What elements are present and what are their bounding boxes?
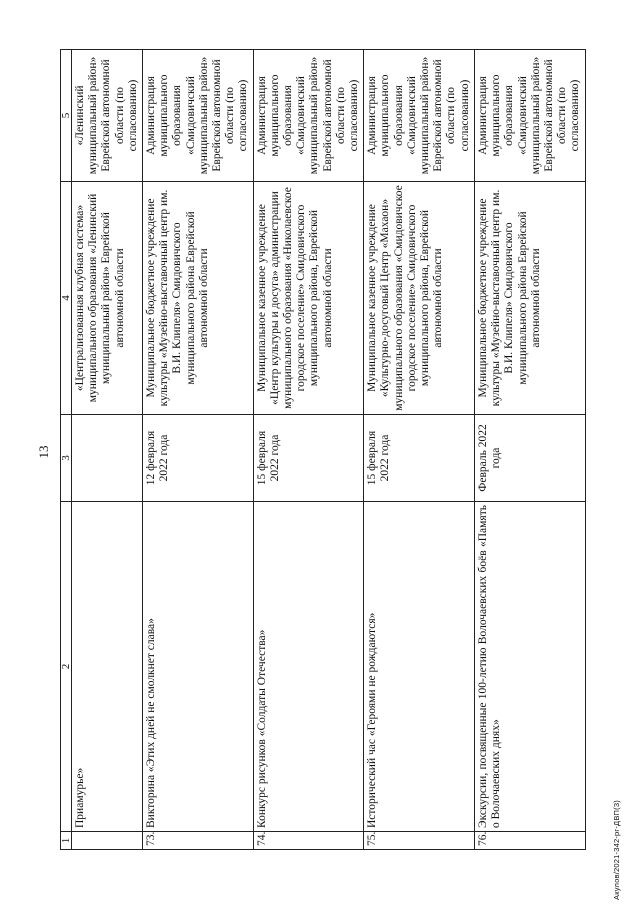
table-header-row <box>61 50 72 850</box>
header-cell: 1 <box>61 832 72 850</box>
table-row <box>143 50 254 850</box>
table-row <box>364 50 475 850</box>
organizer: Муниципальное казенное учреждение «Культурно-досуговый Центр «Махаон» муниципального образования «Смидовичское городское поселение» Смидовичского муниципального района, Еврейской автономной области <box>364 182 475 415</box>
event-date: 12 февраля 2022 года <box>143 415 254 502</box>
table-row <box>474 50 585 850</box>
table-row <box>253 50 364 850</box>
event-name: Исторический час «Героями не рождаются» <box>364 502 475 832</box>
event-name: Экскурсии, посвященные 100-летию Волочаевских боёв «Память о Волочаевских днях» <box>474 502 585 832</box>
events-table <box>60 49 586 850</box>
page-number: 13 <box>36 445 51 459</box>
header-cell: 5 <box>61 50 72 182</box>
header-cell: 4 <box>61 182 72 415</box>
coexecutor: Администрация муниципального образования «Смидовичский муниципальный район» Еврейской автономной области (по согласованию) <box>253 50 364 182</box>
row-number: 73. <box>143 832 254 850</box>
organizer: Муниципальное казенное учреждение «Центр культуры и досуга» администрации муниципального образования «Николаевское городское поселение» Смидовичского муниципального района, Еврейской автономной области <box>253 182 364 415</box>
table-row <box>72 50 143 850</box>
event-name: Конкурс рисунков «Солдаты Отечества» <box>253 502 364 832</box>
event-date <box>72 415 143 502</box>
coexecutor: Администрация муниципального образования «Смидовичский муниципальный район» Еврейской автономной области (по согласованию) <box>364 50 475 182</box>
coexecutor: Администрация муниципального образования «Смидовичский муниципальный район» Еврейской автономной области (по согласованию) <box>474 50 585 182</box>
row-number: 76. <box>474 832 585 850</box>
header-cell: 3 <box>61 415 72 502</box>
event-name: Викторина «Этих дней не смолкнет слава» <box>143 502 254 832</box>
organizer: Муниципальное бюджетное учреждение культуры «Музейно-выставочный центр им. В.И. Клипеля» Смидовичского муниципального района Еврейской автономной области <box>474 182 585 415</box>
row-number <box>72 832 143 850</box>
event-date: 15 февраля 2022 года <box>253 415 364 502</box>
coexecutor: Администрация муниципального образования «Смидовичский муниципальный район» Еврейской автономной области (по согласованию) <box>143 50 254 182</box>
organizer: Муниципальное бюджетное учреждение культуры «Музейно-выставочный центр им. В.И. Клипеля» Смидовичского муниципального района Еврейской автономной области <box>143 182 254 415</box>
row-number: 74. <box>253 832 364 850</box>
row-number: 75. <box>364 832 475 850</box>
event-date: Февраль 2022 года <box>474 415 585 502</box>
event-date: 15 февраля 2022 года <box>364 415 475 502</box>
coexecutor: «Ленинский муниципальный район» Еврейской автономной области (по согласованию) <box>72 50 143 182</box>
organizer: «Централизованная клубная система» муниципального образования «Ленинский муниципальный район» Еврейской автономной области <box>72 182 143 415</box>
footer-code: Акулов/2021-342-рг-ДВП(3) <box>612 800 621 900</box>
header-cell: 2 <box>61 502 72 832</box>
event-name: Приамурье» <box>72 502 143 832</box>
